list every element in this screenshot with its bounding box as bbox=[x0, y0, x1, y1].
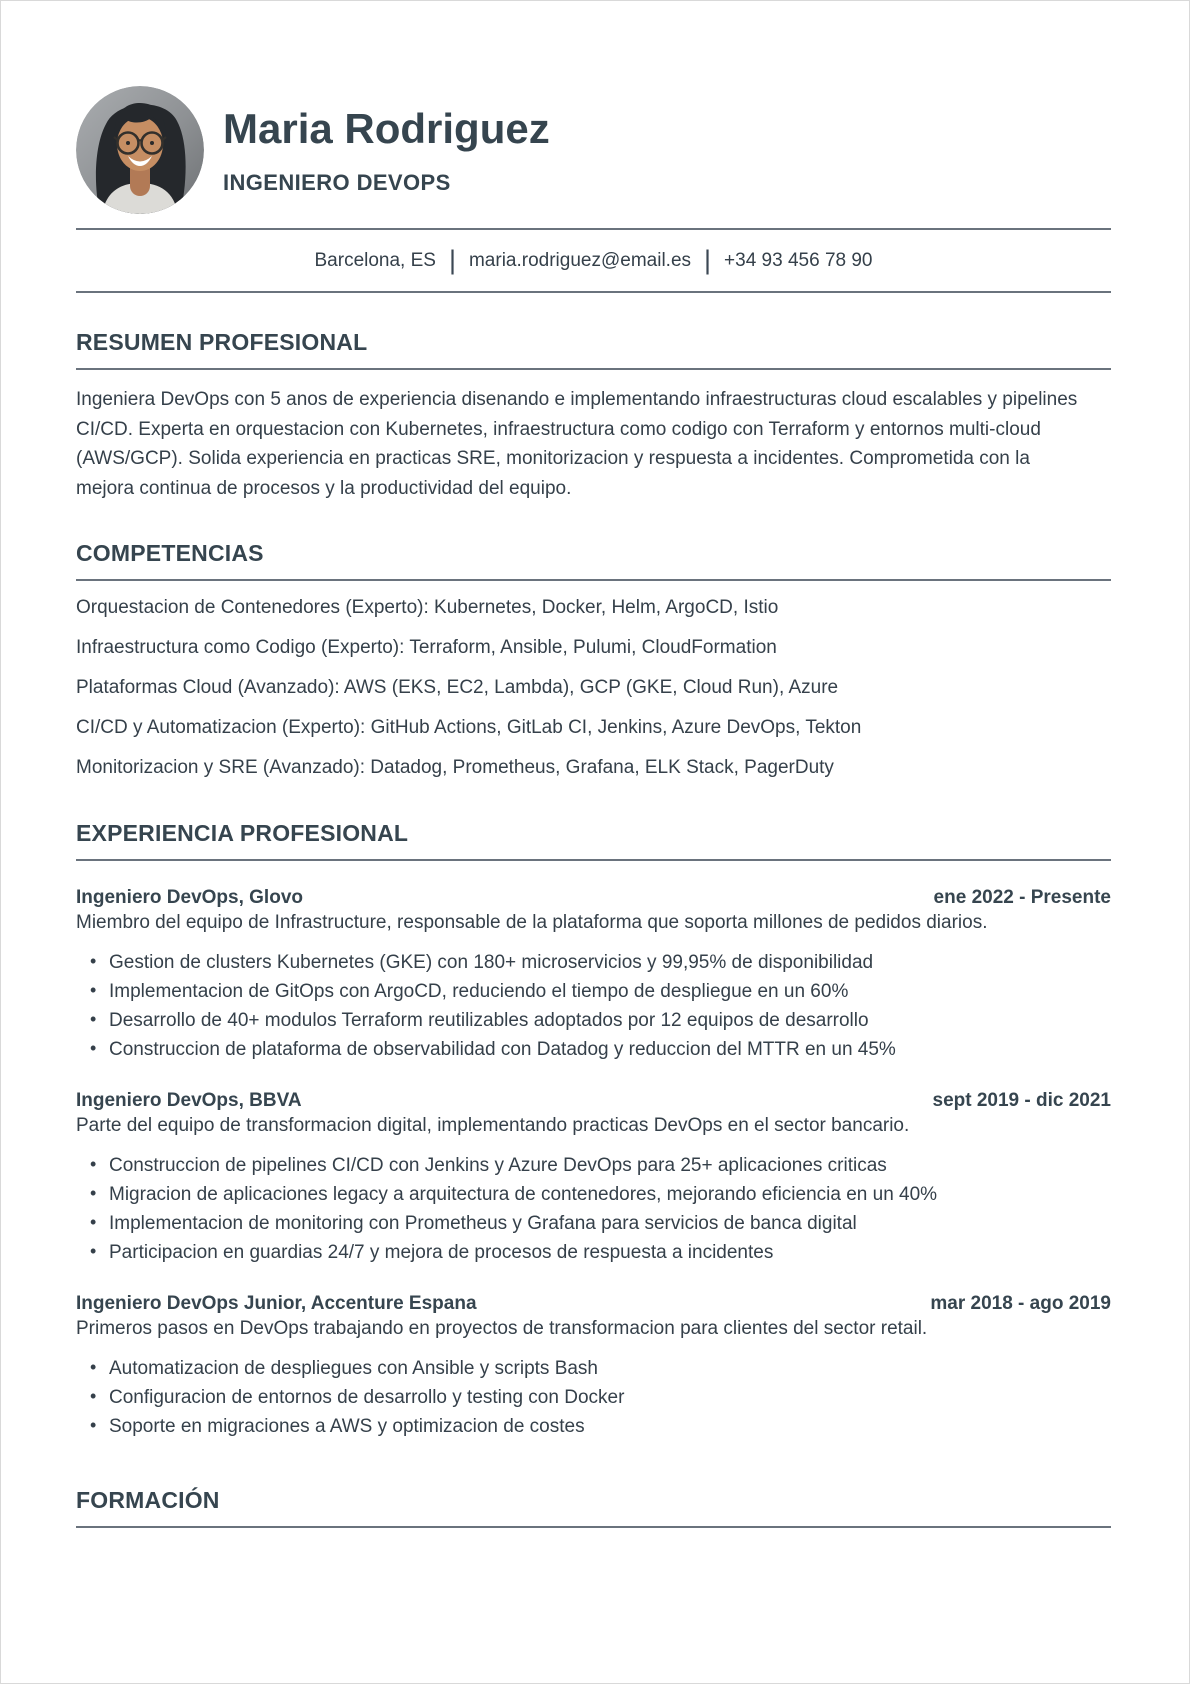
job-bullet: • Automatizacion de despliegues con Ansible y scripts Bash bbox=[76, 1354, 1111, 1383]
summary-paragraph: Ingeniera DevOps con 5 anos de experiencia disenando e implementando infraestructuras cloud escalables y pipelines CI/CD. Experta en orquestacion con Kubernetes, infraestructura como codigo con Terraform y entornos multi-cloud (AWS/GCP). Solida experiencia en practicas SRE, monitorizacion y respuesta a incidentes. Comprometida con la mejora continua de procesos y la productividad del equipo. bbox=[76, 389, 1078, 499]
job-bullet: • Migracion de aplicaciones legacy a arquitectura de contenedores, mejorando eficiencia en un 40% bbox=[76, 1180, 1111, 1209]
job-entry bbox=[76, 1088, 1111, 1267]
job-bullet: • Configuracion de entornos de desarrollo y testing con Docker bbox=[76, 1383, 1111, 1412]
job-bullet: • Implementacion de monitoring con Prometheus y Grafana para servicios de banca digital bbox=[76, 1209, 1111, 1238]
contact-location: Barcelona, ES bbox=[314, 250, 436, 271]
job-bullet: • Construccion de plataforma de observabilidad con Datadog y reduccion del MTTR en un 45% bbox=[76, 1035, 1111, 1064]
contact-separator-bar: | bbox=[448, 245, 456, 275]
name-heading: Maria Rodriguez bbox=[223, 104, 550, 152]
job-bullet-list bbox=[76, 1151, 1111, 1267]
resume-header bbox=[76, 1, 1111, 214]
contact-bar bbox=[76, 245, 1111, 275]
person-avatar-illustration bbox=[76, 86, 204, 214]
job-bullet: • Construccion de pipelines CI/CD con Jenkins y Azure DevOps para 25+ aplicaciones criticas bbox=[76, 1151, 1111, 1180]
skill-item: Orquestacion de Contenedores (Experto): Kubernetes, Docker, Helm, ArgoCD, Istio bbox=[76, 597, 779, 618]
job-dates: mar 2018 - ago 2019 bbox=[930, 1293, 1111, 1314]
job-title: INGENIERO DEVOPS bbox=[223, 169, 451, 195]
skill-item: Infraestructura como Codigo (Experto): Terraform, Ansible, Pulumi, CloudFormation bbox=[76, 637, 777, 658]
job-dates: sept 2019 - dic 2021 bbox=[932, 1090, 1111, 1111]
job-bullet: • Gestion de clusters Kubernetes (GKE) con 180+ microservicios y 99,95% de disponibilidad bbox=[76, 948, 1111, 977]
section-skills bbox=[76, 540, 1111, 782]
job-description: Primeros pasos en DevOps trabajando en proyectos de transformacion para clientes del sector retail. bbox=[76, 1318, 928, 1339]
section-summary bbox=[76, 329, 1111, 503]
job-description: Miembro del equipo de Infrastructure, responsable de la plataforma que soporta millones de pedidos diarios. bbox=[76, 912, 988, 933]
header-divider-top bbox=[76, 228, 1111, 230]
skills-heading-divider bbox=[76, 579, 1111, 581]
job-role-company: Ingeniero DevOps, Glovo bbox=[76, 887, 303, 908]
job-role-company: Ingeniero DevOps, BBVA bbox=[76, 1090, 302, 1111]
job-entry bbox=[76, 885, 1111, 1064]
job-bullet: • Participacion en guardias 24/7 y mejora de procesos de respuesta a incidentes bbox=[76, 1238, 1111, 1267]
job-head bbox=[76, 885, 1111, 910]
section-experience bbox=[76, 820, 1111, 1441]
header-divider-bottom bbox=[76, 291, 1111, 293]
contact-phone: +34 93 456 78 90 bbox=[724, 250, 873, 271]
education-heading-divider bbox=[76, 1526, 1111, 1528]
summary-heading: RESUMEN PROFESIONAL bbox=[76, 329, 368, 355]
job-head bbox=[76, 1291, 1111, 1316]
job-bullet: • Soporte en migraciones a AWS y optimizacion de costes bbox=[76, 1412, 1111, 1441]
contact-separator-bar: | bbox=[704, 245, 712, 275]
skills-heading: COMPETENCIAS bbox=[76, 540, 264, 566]
skill-item: CI/CD y Automatizacion (Experto): GitHub Actions, GitLab CI, Jenkins, Azure DevOps, Tekton bbox=[76, 717, 862, 738]
contact-email: maria.rodriguez@email.es bbox=[468, 250, 692, 271]
job-bullet-list bbox=[76, 948, 1111, 1064]
summary-heading-divider bbox=[76, 368, 1111, 370]
job-bullet-list bbox=[76, 1354, 1111, 1441]
header-text-block bbox=[223, 105, 550, 196]
experience-heading: EXPERIENCIA PROFESIONAL bbox=[76, 820, 409, 846]
job-bullet: • Implementacion de GitOps con ArgoCD, reduciendo el tiempo de despliegue en un 60% bbox=[76, 977, 1111, 1006]
job-dates: ene 2022 - Presente bbox=[933, 887, 1111, 908]
job-head bbox=[76, 1088, 1111, 1113]
education-heading: FORMACIÓN bbox=[76, 1487, 220, 1513]
job-role-company: Ingeniero DevOps Junior, Accenture Espana bbox=[76, 1293, 477, 1314]
profile-photo bbox=[76, 86, 204, 214]
skill-item: Monitorizacion y SRE (Avanzado): Datadog, Prometheus, Grafana, ELK Stack, PagerDuty bbox=[76, 757, 834, 778]
experience-heading-divider bbox=[76, 859, 1111, 861]
section-education bbox=[76, 1487, 1111, 1528]
skill-list bbox=[76, 593, 1111, 782]
job-bullet: • Desarrollo de 40+ modulos Terraform reutilizables adoptados por 12 equipos de desarrollo bbox=[76, 1006, 1111, 1035]
job-entry bbox=[76, 1291, 1111, 1441]
skill-item: Plataformas Cloud (Avanzado): AWS (EKS, EC2, Lambda), GCP (GKE, Cloud Run), Azure bbox=[76, 677, 839, 698]
job-description: Parte del equipo de transformacion digital, implementando practicas DevOps en el sector bancario. bbox=[76, 1115, 910, 1136]
